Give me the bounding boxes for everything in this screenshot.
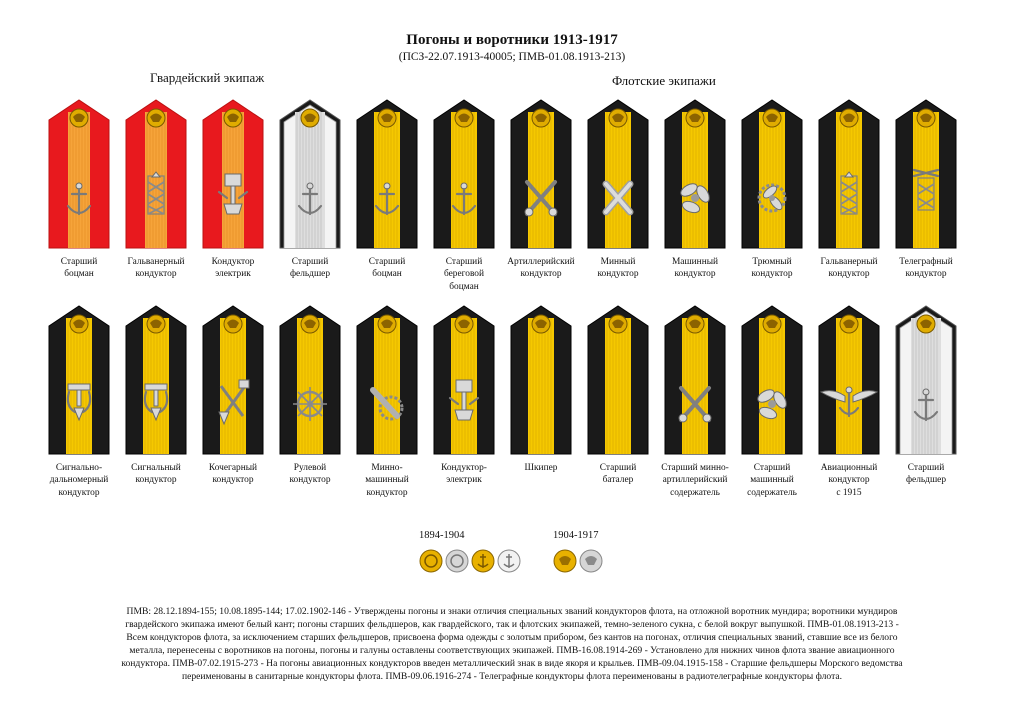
shoulder-board-strap bbox=[432, 304, 496, 454]
shoulder-board-caption bbox=[810, 256, 888, 281]
caption-line: Кочегарный bbox=[208, 463, 258, 473]
caption-line: артиллерийский bbox=[662, 475, 728, 486]
shoulder-board-strap bbox=[509, 98, 573, 248]
caption-line: Старший минно- bbox=[661, 463, 729, 473]
caption-line: фельдшер bbox=[289, 269, 331, 280]
shoulder-board-caption bbox=[887, 462, 965, 487]
shoulder-board-caption bbox=[579, 462, 657, 487]
caption-line: баталер bbox=[602, 475, 634, 486]
caption-line: Старший bbox=[907, 463, 945, 473]
shoulder-board-caption bbox=[194, 256, 272, 281]
caption-line: фельдшер bbox=[905, 475, 947, 486]
shoulder-board-strap bbox=[278, 304, 342, 454]
strap-button-icon bbox=[917, 315, 935, 333]
caption-line: кондуктор bbox=[828, 475, 870, 486]
regulation-notes bbox=[70, 606, 954, 683]
caption-line: Артиллерийский bbox=[507, 257, 575, 267]
caption-line: боцман bbox=[372, 269, 402, 280]
shoulder-board-caption bbox=[40, 256, 118, 281]
shoulder-board-strap bbox=[47, 98, 111, 248]
silver-eagle-button-icon bbox=[580, 550, 602, 572]
buttons-group-1894 bbox=[418, 548, 528, 581]
strap-button-icon bbox=[609, 315, 627, 333]
strap-button-icon bbox=[147, 109, 165, 127]
shoulder-board-strap bbox=[201, 98, 265, 248]
strap-button-icon bbox=[840, 315, 858, 333]
caption-line: Кондуктор bbox=[211, 257, 255, 267]
gold-eagle-button-icon bbox=[554, 550, 576, 572]
caption-line: содержатель bbox=[670, 487, 720, 498]
group-label-guard: Гвардейский экипаж bbox=[150, 70, 265, 85]
caption-line: Рулевой bbox=[293, 463, 327, 473]
caption-line: кондуктор bbox=[135, 475, 177, 486]
page-title: Погоны и воротники 1913-1917 bbox=[406, 32, 618, 48]
caption-line: дальномерный bbox=[49, 475, 109, 486]
caption-line: кондуктор bbox=[135, 269, 177, 280]
strap-button-icon bbox=[763, 109, 781, 127]
shoulder-board-strap bbox=[586, 98, 650, 248]
shoulder-board-caption bbox=[810, 462, 888, 499]
note-line: переименованы в санитарные кондукторы флота. ПМВ-09.06.1916-274 - Телеграфные кондукторы флота переименованы в радиотелеграфные кондукторы флота. bbox=[181, 670, 843, 682]
strap-button-icon bbox=[301, 109, 319, 127]
group-label-fleet: Флотские экипажи bbox=[612, 73, 716, 88]
caption-line: кондуктор bbox=[828, 269, 870, 280]
strap-button-icon bbox=[686, 109, 704, 127]
helm-wheel-icon bbox=[293, 387, 327, 421]
caption-line: кондуктор bbox=[366, 487, 408, 498]
note-line: ПМВ: 28.12.1894-155; 10.08.1895-144; 17.02.1902-146 - Утверждены погоны и знаки отличия специальных званий кондукторов флота, на отложной воротник мундира; воротники мундиров bbox=[126, 606, 898, 617]
shoulder-board-strap bbox=[740, 304, 804, 454]
caption-line: кондуктор bbox=[212, 475, 254, 486]
note-line: гвардейского экипажа имеют белый кант; погоны старших фельдшеров, как гвардейского, так и флотских экипажей, темно-зеленого сукна, с белой вокруг выпушкой. ПМВ-01.08.1913-213 - bbox=[125, 618, 899, 630]
shoulder-board-caption bbox=[117, 462, 195, 487]
strap-button-icon bbox=[147, 315, 165, 333]
caption-line: Телеграфный bbox=[899, 257, 953, 267]
shoulder-board-strap bbox=[355, 304, 419, 454]
silver-anchor-button-icon bbox=[498, 550, 520, 572]
strap-button-icon bbox=[532, 315, 550, 333]
caption-line: Сигнально- bbox=[55, 463, 103, 473]
strap-button-icon bbox=[301, 315, 319, 333]
strap-button-icon bbox=[455, 109, 473, 127]
caption-line: кондуктор bbox=[905, 269, 947, 280]
note-line: кондуктора. ПМВ-07.02.1915-273 - На погоны авиационных кондукторов введен металлический знак в виде якоря и крыльев. ПМВ-09.04.1915-158 - Старшие фельдшеры Морского ведомства bbox=[121, 657, 903, 669]
caption-line: кондуктор bbox=[289, 475, 331, 486]
caption-line: Машинный bbox=[671, 257, 719, 267]
caption-line: кондуктор bbox=[597, 269, 639, 280]
button-period-label-2: 1904-1917 bbox=[553, 530, 599, 541]
note-line: Всем кондукторов флота, за исключением старших фельдшеров, присвоена форма одежды с золотым прибором, без кантов на погонах, отличия специальных званий, ставшие все из белого bbox=[126, 631, 898, 643]
strap-button-icon bbox=[70, 315, 88, 333]
button-period-label-1: 1894-1904 bbox=[419, 530, 465, 541]
shoulder-board-caption bbox=[733, 462, 811, 499]
strap-button-icon bbox=[686, 315, 704, 333]
strap-button-icon bbox=[224, 315, 242, 333]
caption-line: Шкипер bbox=[524, 463, 558, 473]
caption-line: Старший bbox=[445, 257, 483, 267]
note-line: металла, перенесены с воротников на погоны, погоны и галуны оставлены соответствующих экипажей. ПМВ-16.08.1914-269 - Установлено для нижних чинов флота звание авиационного bbox=[129, 644, 895, 656]
shoulder-board-caption bbox=[425, 462, 503, 487]
shoulder-board-strap bbox=[663, 98, 727, 248]
caption-line: боцман bbox=[64, 269, 94, 280]
shoulder-board-caption bbox=[40, 462, 118, 499]
shoulder-board-strap bbox=[817, 98, 881, 248]
caption-line: кондуктор bbox=[520, 269, 562, 280]
page-subtitle: (ПСЗ-22.07.1913-40005; ПМВ-01.08.1913-213) bbox=[398, 51, 626, 63]
shoulder-board-caption bbox=[194, 462, 272, 487]
strap-button-icon bbox=[763, 315, 781, 333]
shoulder-board-caption bbox=[502, 256, 580, 281]
caption-line: боцман bbox=[449, 281, 479, 292]
shoulder-board-strap bbox=[817, 304, 881, 454]
gold-anchor-button-icon bbox=[472, 550, 494, 572]
shoulder-board-strap bbox=[278, 98, 342, 248]
caption-line: кондуктор bbox=[58, 487, 100, 498]
strap-button-icon bbox=[840, 109, 858, 127]
caption-line: Сигнальный bbox=[131, 463, 181, 473]
caption-line: машинный bbox=[750, 475, 794, 486]
caption-line: Кондуктор- bbox=[441, 463, 487, 473]
caption-line: содержатель bbox=[747, 487, 797, 498]
shoulder-board-caption bbox=[887, 256, 965, 281]
shoulder-board-caption bbox=[348, 462, 426, 499]
shoulder-board-caption bbox=[579, 256, 657, 281]
strap-button-icon bbox=[224, 109, 242, 127]
shoulder-board-strap bbox=[201, 304, 265, 454]
gold-button-icon bbox=[420, 550, 442, 572]
caption-line: электрик bbox=[215, 269, 251, 280]
caption-line: Старший bbox=[291, 257, 329, 267]
strap-button-icon bbox=[378, 315, 396, 333]
shoulder-board-caption bbox=[348, 256, 426, 281]
shoulder-board-strap bbox=[894, 304, 958, 454]
shoulder-board-caption bbox=[733, 256, 811, 281]
shoulder-board-strap bbox=[432, 98, 496, 248]
shoulder-board-strap bbox=[894, 98, 958, 248]
strap-button-icon bbox=[917, 109, 935, 127]
caption-line: Старший bbox=[368, 257, 406, 267]
strap-button-icon bbox=[455, 315, 473, 333]
shoulder-board-caption bbox=[271, 462, 349, 487]
caption-line: кондуктор bbox=[751, 269, 793, 280]
caption-line: машинный bbox=[365, 475, 409, 486]
caption-line: Трюмный bbox=[752, 257, 792, 267]
shoulder-board-strap bbox=[124, 304, 188, 454]
shoulder-board-caption bbox=[117, 256, 195, 281]
shoulder-board-strap bbox=[509, 304, 573, 454]
strap-button-icon bbox=[378, 109, 396, 127]
caption-line: береговой bbox=[443, 269, 485, 280]
caption-line: кондуктор bbox=[674, 269, 716, 280]
buttons-group-1904 bbox=[552, 548, 608, 581]
shoulder-board-caption bbox=[656, 256, 734, 281]
caption-line: Гальванерный bbox=[127, 257, 185, 267]
caption-line: с 1915 bbox=[836, 487, 862, 498]
strap-button-icon bbox=[532, 109, 550, 127]
shoulder-board-caption bbox=[425, 256, 503, 293]
strap-button-icon bbox=[609, 109, 627, 127]
caption-line: Минный bbox=[600, 257, 636, 267]
caption-line: электрик bbox=[446, 475, 482, 486]
shoulder-board-caption bbox=[502, 462, 580, 474]
silver-button-icon bbox=[446, 550, 468, 572]
shoulder-board-strap bbox=[47, 304, 111, 454]
caption-line: Старший bbox=[599, 463, 637, 473]
shoulder-board-strap bbox=[663, 304, 727, 454]
caption-line: Гальванерный bbox=[820, 257, 878, 267]
shoulder-board-strap bbox=[586, 304, 650, 454]
shoulder-board-caption bbox=[656, 462, 734, 499]
shoulder-board-strap bbox=[124, 98, 188, 248]
shoulder-board-strap bbox=[355, 98, 419, 248]
caption-line: Минно- bbox=[371, 463, 403, 473]
shoulder-board-caption bbox=[271, 256, 349, 281]
caption-line: Авиационный bbox=[820, 463, 878, 473]
caption-line: Старший bbox=[60, 257, 98, 267]
shoulder-board-strap bbox=[740, 98, 804, 248]
caption-line: Старший bbox=[753, 463, 791, 473]
strap-button-icon bbox=[70, 109, 88, 127]
